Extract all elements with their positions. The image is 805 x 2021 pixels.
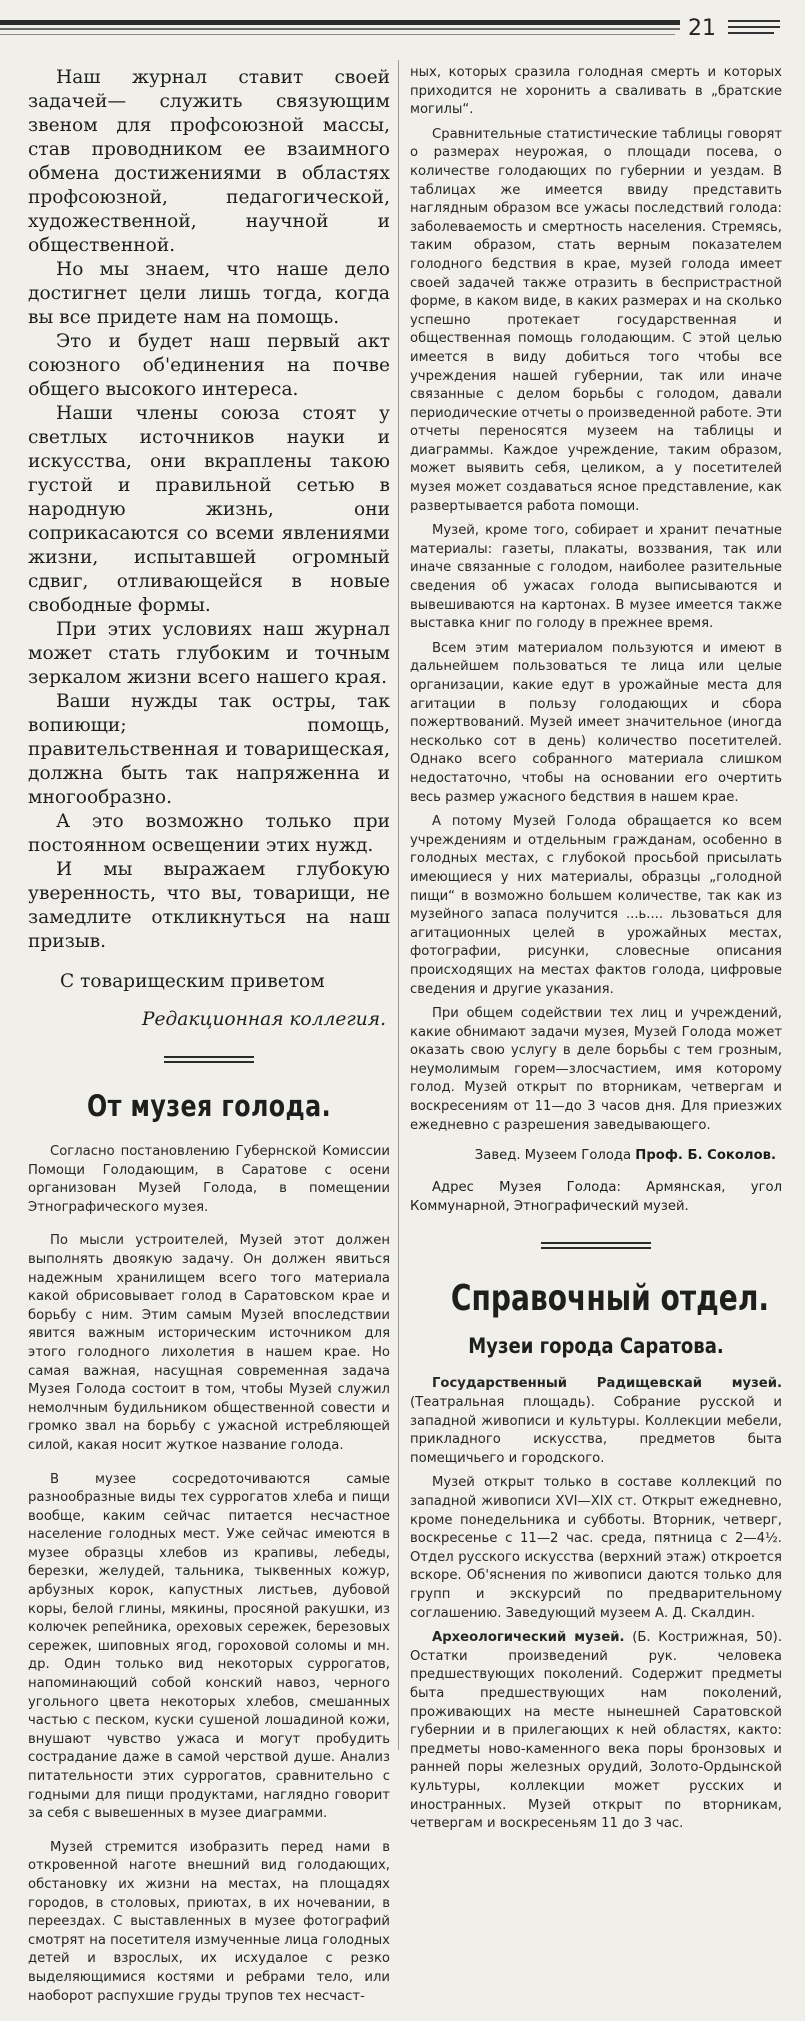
greeting: С товарищеским приветом xyxy=(60,971,325,992)
intro-paragraph: Это и будет наш первый акт союзного об'единения на почве общего высокого интереса. xyxy=(28,331,390,400)
reference-subtitle: Музеи города Саратова. xyxy=(468,1334,724,1359)
intro-paragraph: Наши члены союза стоят у светлых источников науки и искусства, они вкраплены такою густой и правильной сетью в народную жизнь, они соприкасаются со всеми явлениями жизни, испытавшей огромный сдвиг, отливающейся в новые свободные формы. xyxy=(28,403,390,616)
section-divider xyxy=(541,1242,651,1249)
museum-paragraph: Музей стремится изобразить перед нами в откровенной наготе внешний вид голодающих, обстановку их жизни на местах, на площадях городов, в столовых, приютах, в их ночевании, в переездах. С выставленных в музее фотографий смотрят на посетителя измученные лица голодных детей и взрослых, их исхудалое с резко выделяющимися костями и ребрами тело, или наоборот распухшие груды трупов тех несчаст- xyxy=(28,1839,390,2004)
museum-paragraph: Сравнительные статистические таблицы говорят о размерах неурожая, о площади посева, о количестве голодающих по губернии и уездам. В таблицах же имеется ввиду представить наглядным образом все ужасы последствий голода: заболеваемость и смертность населения. Стремясь, таким образом, стать верным показателем голодного бедствия в крае, музей голода имеет своей задачей также отразить в беспристрастной форме, в каком виде, в каких размерах и на сколько успешно протекает государственная и общественная помощь голодающим. С этой целью имеется в виду добиться того чтобы все учреждения нашей губернии, так или иначе связанные с делом борьбы с голодом, давали периодические отчеты о произведенной работе. Эти отчеты переносятся музеем на таблицы и диаграммы. Каждое учреждение, таким образом, может выявить себя, целиком, а у посетителей музея может создаваться ясное представление, как развертывается работа помощи. xyxy=(410,126,782,514)
header-rule xyxy=(0,20,680,25)
reference-item-text: (Б. Кострижная, 50). Остатки произведений рук. человека предшествующих поколений. Содержит предметы быта предшествующих нам поколений, проживающих на месте нынешней Саратовской губернии и в прилегающих к ней областях, както: предметы ново-каменного века поры бронзовых и ранней поры железных орудий, Золото-Ордынской культуры, коллекции может русских и иностранных. Музей открыт по вторникам, четвергам и воскресеньям 11 до 3 час. xyxy=(410,1630,783,1832)
intro-paragraph: При этих условиях наш журнал может стать глубоким и точным зеркалом жизни всего нашего края. xyxy=(28,619,390,688)
museum-address: Адрес Музея Голода: Армянская, угол Коммунарной, Этнографический музей. xyxy=(410,1180,782,1214)
museum-paragraph: ных, которых сразила голодная смерть и которых приходится не хоронить а сваливать в „братские могилы“. xyxy=(410,65,782,118)
editorial-signature: Редакционная коллегия. xyxy=(141,1009,386,1030)
reference-item-name: Государственный Радищевскай музей. xyxy=(432,1376,782,1392)
museum-paragraph: По мысли устроителей, Музей этот должен выполнять двоякую задачу. Он должен явиться надежным хранилищем всего того материала какой обрисовывает голод в Саратовском крае и борьбу с ним. Этим самым Музей впоследствии явится важным историческим источником для этого голодного лихолетия в нашем крае. Но самая важная, насущная современная задача Музея Голода состоит в том, чтобы Музей служил немолчным будильником общественной совести и громко звал на борьбу с ужасной истребляющей силой, какая носит жуткое название голода. xyxy=(28,1233,390,1453)
museum-paragraph: При общем содействии тех лиц и учреждений, какие обнимают задачи музея, Музей Голода может оказать свою услугу в деле борьбы с тем грозным, неумолимым горем—злосчастием, имя которому голод. Музей открыт по вторникам, четвергам и воскресениям от 11—до 3 часов дня. Для приезжих ежедневно с разрешения заведывающего. xyxy=(410,1006,782,1133)
reference-item xyxy=(410,1629,782,1834)
section-divider xyxy=(164,1056,254,1063)
museum-signature xyxy=(410,1147,782,1165)
reference-item-name: Археологический музей. xyxy=(432,1630,625,1646)
left-column xyxy=(28,66,390,2021)
page-header xyxy=(0,14,805,54)
reference-item-text: (Театральная площадь). Собрание русской и западной живописи и культуры. Коллекции мебели, прикладного искусства, предметов быта помещичьего и городского. xyxy=(410,1395,782,1466)
intro-paragraph: А это возможно только при постоянном освещении этих нужд. xyxy=(28,811,390,856)
museum-paragraph: Музей, кроме того, собирает и хранит печатные материалы: газеты, плакаты, воззвания, так или иначе связанные с голодом, наиболее разительные сведения об ужасах голода выписываются и вывешиваются на картонах. В музее имеется также выставка книг по голоду в прежнее время. xyxy=(410,523,782,632)
museum-signature-name: Проф. Б. Соколов. xyxy=(635,1148,776,1164)
reference-item xyxy=(410,1474,782,1623)
museum-article-title: От музея голода. xyxy=(86,1089,332,1123)
reference-item-text: Музей открыт только в составе коллекций по западной живописи XVI—XIX ст. Открыт ежедневно, кроме понедельника и субботы. Вторник, четверг, воскресенье с 11—2 час. среда, пятница с 2—4½. Отдел русского искусства (верхний этаж) откроется вскоре. Об'яснения по живописи даются только для групп и экскурсий по предварительному соглашению. Заведующий музеем А. Д. Скалдин. xyxy=(410,1475,782,1621)
column-divider xyxy=(398,60,399,1750)
intro-paragraph: И мы выражаем глубокую уверенность, что вы, товарищи, не замедлите откликнуться на наш призыв. xyxy=(28,859,390,952)
right-column xyxy=(410,64,782,1840)
header-rule xyxy=(0,34,675,35)
header-rule-right xyxy=(728,26,780,28)
intro-paragraph: Наш журнал ставит своей задачей— служить связующим звеном для профсоюзной массы, став проводником ее взаимного обмена достижениями в областях профсоюзной, педагогической, художественной, научной и общественной. xyxy=(28,67,390,256)
intro-paragraph: Ваши нужды так остры, так вопиющи; помощь, правительственная и товарищеская, должна быть так напряженна и многообразно. xyxy=(28,691,390,808)
reference-item xyxy=(410,1375,782,1468)
header-rule-right xyxy=(728,20,780,22)
museum-paragraph: Всем этим материалом пользуются и имеют в дальнейшем пользоваться те лица или целые организации, какие едут в урожайные места для агитации в пользу голодающих и сбора пожертвований. Музей имеет значительное (иногда несколько сот в день) количество посетителей. Однако всего собранного материала слишком недостаточно, чтобы на основании его очертить весь размер ужасного бедствия в нашем крае. xyxy=(410,640,782,805)
museum-paragraph: Согласно постановлению Губернской Комиссии Помощи Голодающим, в Саратове с осени организован Музей Голода, в помещении Этнографического музея. xyxy=(28,1144,390,1215)
header-rule-right xyxy=(728,32,774,34)
intro-paragraph: Но мы знаем, что наше дело достигнет цели лишь тогда, когда вы все придете нам на помощь. xyxy=(28,259,390,328)
page-number: 21 xyxy=(688,16,716,41)
reference-section-title: Справочный отдел. xyxy=(450,1278,770,1320)
museum-paragraph: А потому Музей Голода обращается ко всем учреждениям и отдельным гражданам, особенно в голодных местах, с глубокой просьбой присылать имеющиеся у них материалы, образцы „голодной пищи“ в возможно большем количестве, так как из музейного запаса получится ...ь.... льзоваться для агитационных целей в урожайных местах, фотографии, рисунки, словесные описания происходящих на местах фактов голода, цифровые сведения и другие указания. xyxy=(410,814,782,997)
museum-paragraph: В музее сосредоточиваются самые разнообразные виды тех суррогатов хлеба и пищи вообще, каким сейчас питается несчастное население голодных мест. Уже сейчас имеются в музее образцы хлебов из крапивы, лебеды, березки, желудей, тальника, тыквенных кожур, арбузных корок, капустных листьев, дубовой коры, белой глины, мякины, просяной ракушки, из колючек репейника, ореховых сережек, березовых сережек, шиповных ягод, гороховой соломы и мн. др. Один только вид некоторых суррогатов, напоминающий собой конский навоз, черного угольного цвета некоторых хлебов, смешанных частью с песком, куски сушеной лошадиной кожи, внушают чувство ужаса и могут пробудить сострадание даже в самой черствой душе. Анализ питательности этих суррогатов, сравнительно с годными для пищи продуктами, наглядно говорит за себя с вывешенных в музее диаграмми. xyxy=(28,1471,390,1822)
museum-signature-prefix: Завед. Музеем Голода xyxy=(474,1148,632,1164)
header-rule xyxy=(0,28,680,30)
